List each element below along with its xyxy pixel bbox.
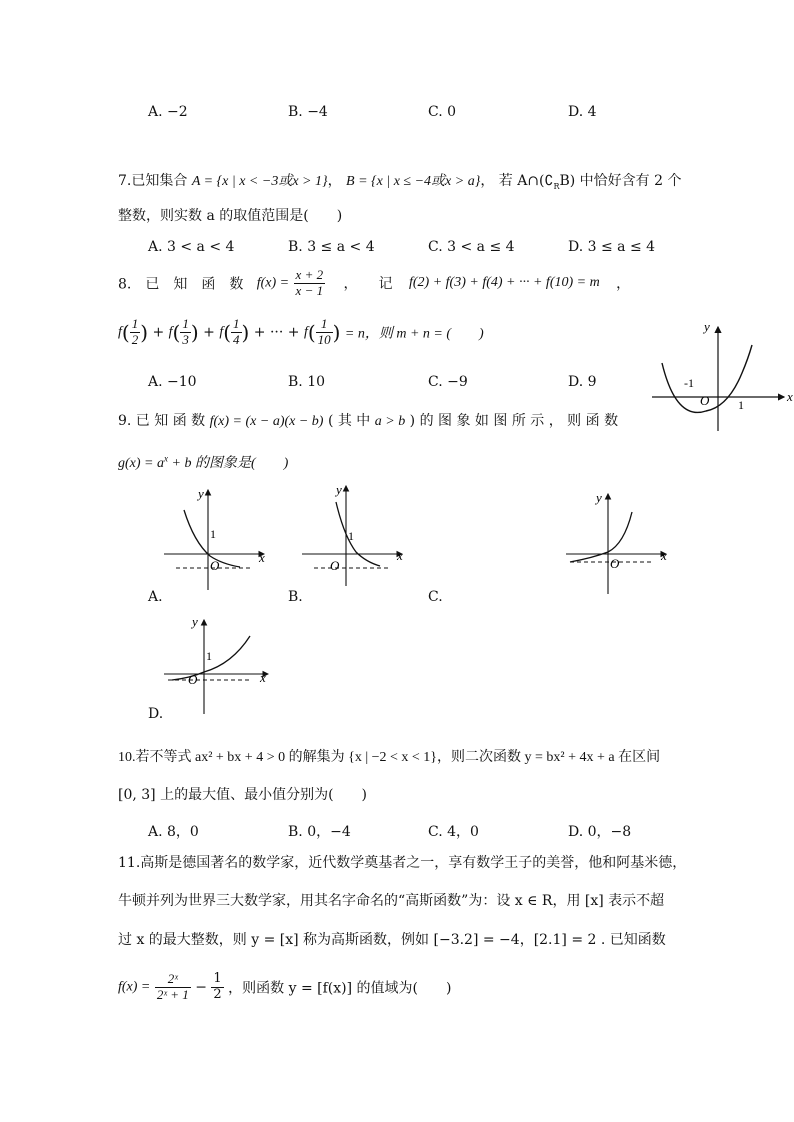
q11-tail: ，则函数 y = [f(x)] 的值域为( ) <box>228 980 452 997</box>
q9-g-function: g(x) = a <box>118 456 164 471</box>
q8-fx: f(x) = <box>256 275 290 291</box>
q11-line2: 牛顿并列为世界三大数学家，用其名字命名的“高斯函数”为：设 x ∈ R，用 [x] 表示不超 <box>118 893 665 909</box>
q7-option-d: D. 3 ≤ a ≤ 4 <box>568 239 656 255</box>
q9-graph-c <box>562 486 672 596</box>
q11-line3: 过 x 的最大整数，则 y = [x] 称为高斯函数，例如 [−3.2] = −4，[2.1] = 2 . 已知函数 <box>118 932 666 948</box>
q9-g-end: + b 的图象是( ) <box>168 456 289 471</box>
q8-fraction <box>294 268 326 299</box>
y-label: y <box>704 319 710 334</box>
q8-option-b: B. 10 <box>288 374 326 390</box>
q9-graph-b <box>298 478 408 588</box>
q9-option-a: A. <box>148 589 163 605</box>
q7-line1: 7.已知集合 A = {x | x < −3或x > 1}， B = {x | x ≤ −4或x > a}， 若 $A\cap(∁_RB)$ 中恰好含有 2 个 <box>118 173 682 191</box>
q8-frac-quarter: $\frac{1}{4}$ <box>233 316 240 347</box>
q7-set-b: B = {x | x ≤ −4或x > a} <box>346 174 481 189</box>
q7-option-b: B. 3 ≤ a < 4 <box>288 239 375 255</box>
svg-text:x: x <box>661 548 667 563</box>
q7-line2: 整数，则实数 a 的取值范围是( ) <box>118 208 343 224</box>
q8-frac-half: $\frac{1}{2}$ <box>131 316 139 347</box>
q8-mid: ， 记 <box>343 276 393 293</box>
q11-fraction: $\frac{\text{2ˣ}}{\text{2ˣ + 1}}$ <box>156 971 189 1002</box>
q8-option-a: A. −10 <box>148 374 197 390</box>
q7-condition: 若 A∩(∁ <box>498 173 554 189</box>
q8-option-d: D. 9 <box>568 374 597 390</box>
svg-text:y: y <box>198 486 204 501</box>
svg-text:1: 1 <box>210 527 216 541</box>
q9-lead: 9. 已 知 函 数 <box>118 413 206 429</box>
q8-sum-n-tail: = n，则 m + n = ( ) <box>344 326 484 342</box>
q7-lead: 已知集合 <box>131 173 188 189</box>
svg-text:O: O <box>610 556 620 571</box>
q9-graph-d <box>160 612 276 716</box>
q8-comma: ， <box>616 276 631 293</box>
neg-one-label: -1 <box>684 376 694 390</box>
q7-number: 7. <box>118 173 132 189</box>
q6-option-a: A. −2 <box>148 104 188 120</box>
q8-sum-m: f(2) + f(3) + f(4) + ··· + f(10) = m <box>409 275 600 291</box>
svg-text:O: O <box>330 558 340 573</box>
q11-half: $\frac{1}{2}$ <box>213 971 222 1002</box>
q8-line1 <box>118 268 630 299</box>
origin-label: O <box>700 393 710 408</box>
q9-tail: ) 的 图 象 如 图 所 示 ， 则 函 数 <box>409 413 619 429</box>
q8-frac-den: x − 1 <box>295 282 324 298</box>
q11-fx: f(x) = <box>118 979 151 995</box>
q9-option-c: C. <box>428 589 443 605</box>
x-label: x <box>787 389 793 404</box>
q7-option-a: A. 3 < a < 4 <box>148 239 235 255</box>
decreasing-curve <box>336 502 380 566</box>
svg-text:x: x <box>397 548 403 563</box>
q9-condition: a > b <box>374 414 406 429</box>
svg-text:x: x <box>259 550 265 565</box>
q11-minus: − <box>195 979 207 996</box>
svg-text:x: x <box>260 670 266 685</box>
svg-text:y: y <box>192 614 198 629</box>
svg-text:1: 1 <box>206 649 212 663</box>
q8-frac-tenth: $\frac{1}{10}$ <box>317 316 331 347</box>
q10-option-a: A. 8，0 <box>148 824 199 840</box>
one-label: 1 <box>738 398 744 412</box>
q10-line1: 10.若不等式 ax² + bx + 4 > 0 的解集为 {x | −2 < x < 1}，则二次函数 y = bx² + 4x + a 在区间 <box>118 750 661 765</box>
q8-line2: f( $\frac{1}{2}$ ) + f( $\frac{1}{3}$ ) + f( $\frac{1}{4}$ ) + ··· + f( $\frac{1}{10}$ ) = n，则 m + n = ( ) <box>118 316 484 347</box>
svg-text:y: y <box>596 490 602 505</box>
q8-lead: 8. 已 知 函 数 <box>118 276 244 293</box>
q9-option-b: B. <box>288 589 303 605</box>
q8-frac-third: $\frac{1}{3}$ <box>182 316 189 347</box>
q9-line2 <box>118 452 288 472</box>
svg-text:O: O <box>210 558 220 573</box>
q7-cond-sub: R <box>553 181 560 191</box>
q9-graph-a <box>160 482 270 592</box>
q7-set-a: A = {x | x < −3或x > 1} <box>191 174 328 189</box>
q9-function: f(x) = (x − a)(x − b) <box>209 414 324 429</box>
q11-line4 <box>118 972 451 1003</box>
svg-text:O: O <box>188 672 198 687</box>
q8-frac-num: x + 2 <box>295 267 324 282</box>
q6-option-c: C. 0 <box>428 104 457 120</box>
q11-line1: 11.高斯是德国著名的数学家，近代数学奠基者之一，享有数学王子的美誉，他和阿基米德， <box>118 855 687 871</box>
q7-option-c: C. 3 < a ≤ 4 <box>428 239 515 255</box>
q9-g-sup: x <box>164 453 168 464</box>
q9-option-d: D. <box>148 706 164 722</box>
q10-option-b: B. 0，−4 <box>288 824 351 840</box>
q10-line2: [0, 3] 上的最大值、最小值分别为( ) <box>118 787 368 803</box>
q10-option-d: D. 0，−8 <box>568 824 632 840</box>
q9-line1 <box>118 410 618 430</box>
q6-option-d: D. 4 <box>568 104 597 120</box>
q10-option-c: C. 4，0 <box>428 824 479 840</box>
svg-text:1: 1 <box>348 529 354 543</box>
q7-condition-end: B) 中恰好含有 2 个 <box>559 173 682 189</box>
q9-paren-lead: ( 其 中 <box>327 413 371 429</box>
svg-text:y: y <box>336 482 342 497</box>
q8-option-c: C. −9 <box>428 374 468 390</box>
q9-reference-graph <box>648 315 794 435</box>
q6-option-b: B. −4 <box>288 104 328 120</box>
